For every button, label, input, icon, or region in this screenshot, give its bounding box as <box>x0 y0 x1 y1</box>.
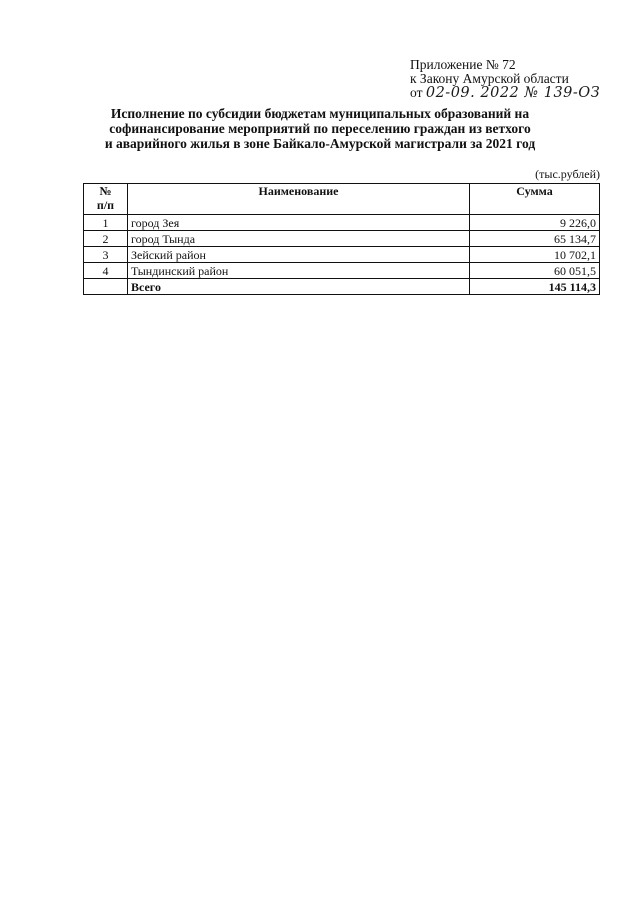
row-sum: 9 226,0 <box>470 215 600 231</box>
title-line-2: софинансирование мероприятий по переселению граждан из ветхого <box>109 121 531 136</box>
table-total-row <box>84 279 600 295</box>
row-number: 1 <box>84 215 128 231</box>
subsidy-table <box>83 183 600 295</box>
row-number: 4 <box>84 263 128 279</box>
table-header-row <box>84 184 600 215</box>
header-sum: Сумма <box>470 184 600 215</box>
row-sum: 65 134,7 <box>470 231 600 247</box>
table-row <box>84 247 600 263</box>
total-number <box>84 279 128 295</box>
header-name: Наименование <box>128 184 470 215</box>
row-name: Зейский район <box>128 247 470 263</box>
appendix-number: Приложение № 72 <box>410 57 516 72</box>
document-title <box>60 106 580 151</box>
title-line-1: Исполнение по субсидии бюджетам муниципальных образований на <box>110 106 530 121</box>
appendix-handwritten-date: 02-09. 2022 № 139-ОЗ <box>425 85 601 101</box>
row-name: город Тында <box>128 231 470 247</box>
appendix-date-line <box>410 86 600 100</box>
table-row <box>84 263 600 279</box>
row-name: город Зея <box>128 215 470 231</box>
row-number: 3 <box>84 247 128 263</box>
header-number: № п/п <box>84 184 128 215</box>
appendix-law-reference: к Закону Амурской области <box>410 71 569 86</box>
title-line-3: и аварийного жилья в зоне Байкало-Амурской магистрали за 2021 год <box>104 136 536 151</box>
table-row <box>84 215 600 231</box>
table-row <box>84 231 600 247</box>
total-label: Всего <box>128 279 470 295</box>
appendix-date-prefix: от <box>410 85 423 100</box>
row-number: 2 <box>84 231 128 247</box>
row-sum: 60 051,5 <box>470 263 600 279</box>
units-label: (тыс.рублей) <box>535 167 600 181</box>
row-name: Тындинский район <box>128 263 470 279</box>
row-sum: 10 702,1 <box>470 247 600 263</box>
appendix-header <box>410 58 600 100</box>
total-sum: 145 114,3 <box>470 279 600 295</box>
